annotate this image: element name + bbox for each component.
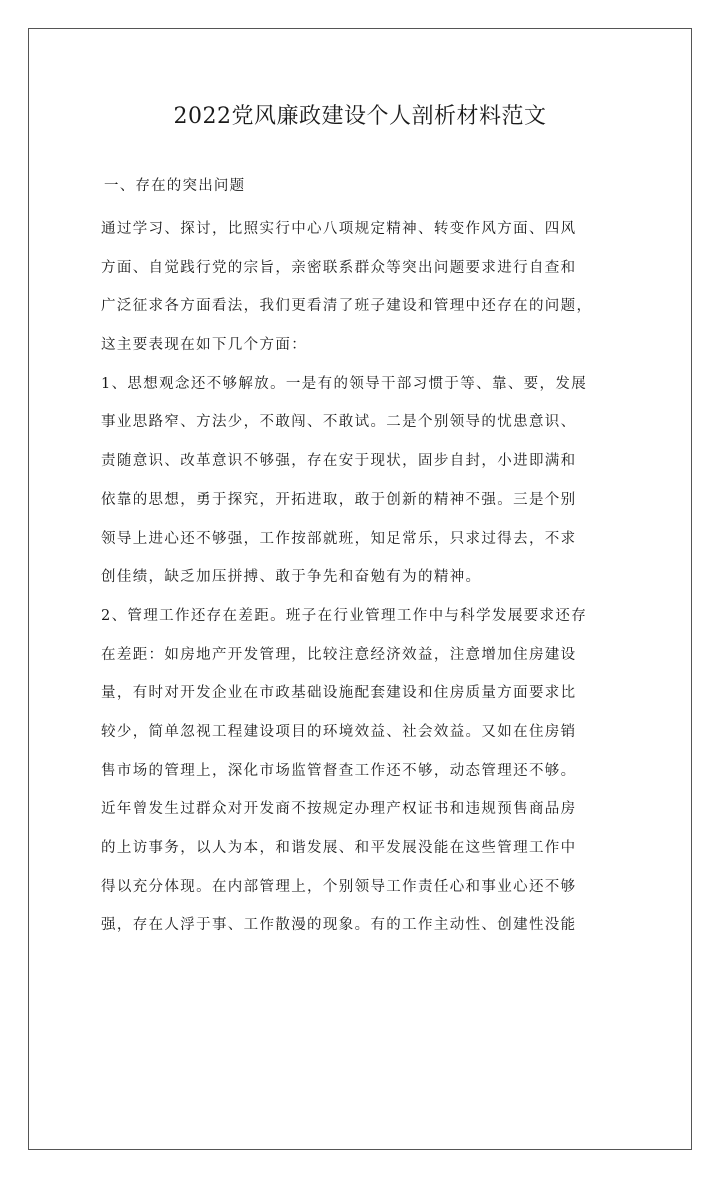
body-line-16: 近年曾发生过群众对开发商不按规定办理产权证书和违规预售商品房 (101, 801, 577, 818)
body-line-17: 的上访事务，以人为本，和谐发展、和平发展没能在这些管理工作中 (101, 840, 577, 856)
body-line-7: 责随意识、改革意识不够强，存在安于现状，固步自封，小进即满和 (101, 453, 577, 470)
body-line-13: 量，有时对开发企业在市政基础设施配套建设和住房质量方面要求比 (101, 685, 577, 702)
body-line-12: 在差距：如房地产开发管理，比较注意经济效益，注意增加住房建设 (101, 646, 577, 663)
body-line-11: 2、管理工作还存在差距。班子在行业管理工作中与科学发展要求还存 (101, 607, 588, 624)
document-title: 2022党风廉政建设个人剖析材料范文 (173, 104, 547, 129)
body-line-6: 事业思路窄、方法少，不敢闯、不敢试。二是个别领导的忧患意识、 (101, 414, 577, 431)
body-line-18: 得以充分体现。在内部管理上，个别领导工作责任心和事业心还不够 (101, 878, 577, 895)
body-line-19: 强，存在人浮于事、工作散漫的现象。有的工作主动性、创建性没能 (101, 917, 577, 934)
body-line-10: 创佳绩，缺乏加压拼搏、敢于争先和奋勉有为的精神。 (101, 569, 482, 586)
body-line-1: 通过学习、探讨，比照实行中心八项规定精神、转变作风方面、四风 (101, 221, 577, 237)
body-line-14: 较少，简单忽视工程建设项目的环境效益、社会效益。又如在住房销 (101, 723, 577, 740)
body-line-4: 这主要表现在如下几个方面： (101, 337, 308, 354)
section-heading: 一、存在的突出问题 (104, 178, 246, 194)
body-line-3: 广泛征求各方面看法，我们更看清了班子建设和管理中还存在的问题， (101, 298, 593, 315)
body-line-5: 1、思想观念还不够解放。一是有的领导干部习惯于等、靠、要，发展 (101, 375, 588, 392)
body-line-2: 方面、自觉践行党的宗旨，亲密联系群众等突出问题要求进行自查和 (101, 259, 577, 276)
body-line-8: 依靠的思想，勇于探究，开拓进取，敢于创新的精神不强。三是个别 (101, 491, 577, 508)
document-body (101, 210, 631, 945)
body-line-15: 售市场的管理上，深化市场监管督查工作还不够，动态管理还不够。 (101, 762, 577, 779)
body-line-9: 领导上进心还不够强，工作按部就班，知足常乐，只求过得去，不求 (101, 530, 577, 547)
